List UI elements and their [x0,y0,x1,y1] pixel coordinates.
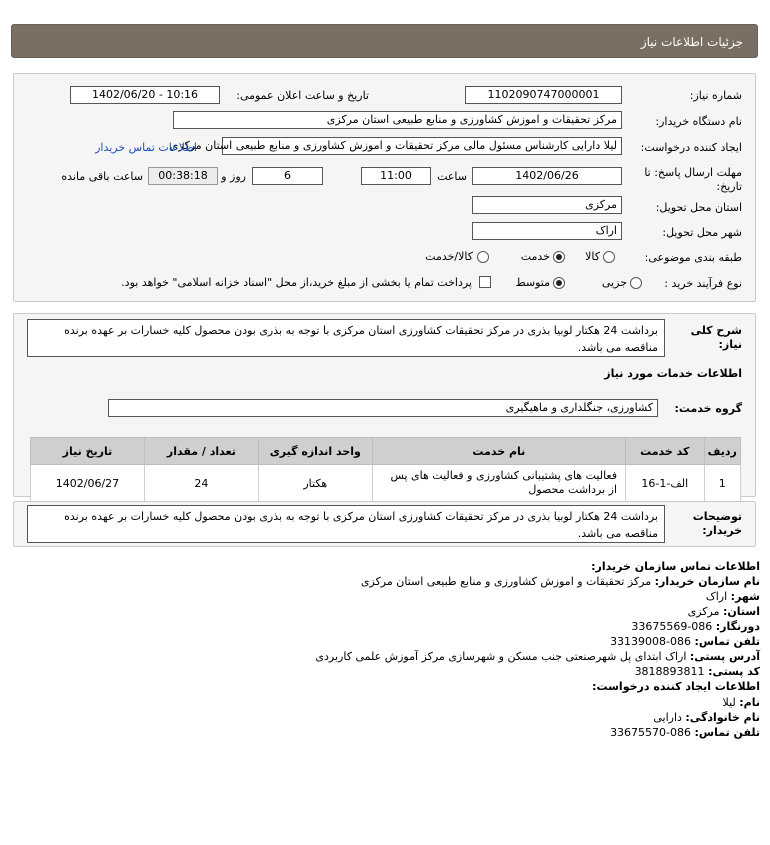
buyer-contact-link[interactable]: اطلاعات تماس خریدار [95,141,197,154]
remaining-time-label: ساعت باقی مانده [61,170,143,183]
cell-code: الف-1-16 [626,465,705,502]
city-label: شهر محل تحویل: [662,226,742,239]
category-label: طبقه بندی موضوعی: [644,251,742,264]
deadline-label-date: تاریخ: [716,180,742,193]
category-option-service: خدمت [520,250,550,263]
creator-title: اطلاعات ایجاد کننده درخواست: [592,680,760,693]
table-row[interactable] [31,465,741,502]
buyer-org-label: نام دستگاه خریدار: [655,115,742,128]
contact-postal: 3818893811 [634,665,705,678]
category-option-goods: کالا [585,250,600,263]
process-label: نوع فرآیند خرید : [664,277,742,290]
category-option-goods-service: کالا/خدمت [425,250,473,263]
remaining-time-field: 00:38:18 [148,167,218,185]
need-number-label: شماره نیاز: [689,89,742,102]
category-radio-service[interactable] [553,251,565,263]
col-date: تاریخ نیاز [31,438,145,465]
days-label: روز و [221,170,246,183]
services-title: اطلاعات خدمات مورد نیاز [604,367,742,380]
creator-phone-label: تلفن تماس: [694,726,760,739]
contact-province-label: استان: [723,605,760,618]
requester-field[interactable]: لیلا دارایی کارشناس مسئول مالی مرکز تحقیقات و اموزش کشاورزی و منابع طبیعی استان مرکزی [222,137,622,155]
service-group-label: گروه خدمت: [674,402,742,415]
col-name: نام خدمت [372,438,625,465]
treasury-note: پرداخت تمام یا بخشی از مبلغ خرید،از محل "اسناد خزانه اسلامی" خواهد بود. [121,276,472,289]
table-header-row [31,438,741,465]
treasury-checkbox[interactable] [479,276,491,288]
cell-qty: 24 [144,465,258,502]
creator-phone: 33675570-086 [610,726,692,739]
deadline-time-field[interactable]: 11:00 [361,167,431,185]
page-title: جزئیات اطلاعات نیاز [640,35,743,49]
deadline-time-label: ساعت [437,170,467,183]
service-group-field[interactable]: کشاورزی، جنگلداری و ماهیگیری [108,399,658,417]
contact-phone-label: تلفن تماس: [694,635,760,648]
process-option-minor: جزیی [601,276,627,289]
creator-first-name-label: نام: [739,696,760,709]
notes-text: برداشت 24 هکتار لوبیا بذری در مرکز تحقیقات کشاورزی استان مرکزی با توجه به بذری بودن محصول کلیه خسارات بر عهده برنده مناقصه می باشد. [27,505,665,543]
notes-label: توضیحات [692,510,742,523]
cell-name: فعالیت های پشتیبانی کشاورزی و فعالیت های پس از برداشت محصول [372,465,625,502]
services-table [30,437,741,502]
contact-address-label: آدرس پستی: [689,650,760,663]
need-number-field[interactable]: 1102090747000001 [465,86,622,104]
contact-fax-label: دورنگار: [715,620,760,633]
process-radio-medium[interactable] [553,277,565,289]
announce-field[interactable]: 1402/06/20 - 10:16 [70,86,220,104]
notes-label-2: خریدار: [702,524,742,537]
process-option-medium: متوسط [515,276,550,289]
creator-last-name: دارایی [653,711,682,724]
page-header [11,24,758,58]
announce-label: تاریخ و ساعت اعلان عمومی: [236,89,369,102]
requester-label: ایجاد کننده درخواست: [640,141,742,154]
summary-text: برداشت 24 هکتار لوبیا بذری در مرکز تحقیقات کشاورزی استان مرکزی با توجه به بذری بودن محصول کلیه خسارات بر عهده برنده مناقصه می باشد. [27,319,665,357]
cell-unit: هکتار [258,465,372,502]
contact-city-label: شهر: [730,590,760,603]
contact-fax: 33675569-086 [631,620,713,633]
creator-first-name: لیلا [722,696,736,709]
category-radio-goods[interactable] [603,251,615,263]
contact-title: اطلاعات تماس سازمان خریدار: [591,560,760,573]
summary-label-2: نیاز: [718,338,742,351]
col-code: کد خدمت [626,438,705,465]
contact-address: اراک ابتدای پل شهرصنعتی جنب مسکن و شهرسازی مرکز آموزش علمی کاربردی [315,650,687,663]
category-radio-goods-service[interactable] [477,251,489,263]
summary-label: شرح کلی [690,324,742,337]
province-field[interactable]: مرکزی [472,196,622,214]
contact-postal-label: کد پستی: [708,665,760,678]
buyer-org-field[interactable]: مرکز تحقیقات و اموزش کشاورزی و منابع طبیعی استان مرکزی [173,111,622,129]
days-field[interactable]: 6 [252,167,323,185]
cell-date: 1402/06/27 [31,465,145,502]
need-info-panel [13,73,756,302]
contact-province: مرکزی [687,605,720,618]
contact-phone: 33139008-086 [610,635,692,648]
province-label: استان محل تحویل: [655,201,742,214]
col-row: ردیف [704,438,740,465]
city-field[interactable]: اراک [472,222,622,240]
creator-last-name-label: نام خانوادگی: [685,711,760,724]
col-unit: واحد اندازه گیری [258,438,372,465]
cell-row: 1 [704,465,740,502]
deadline-date-field[interactable]: 1402/06/26 [472,167,622,185]
contact-city: اراک [705,590,728,603]
contact-org: مرکز تحقیقات و اموزش کشاورزی و منابع طبیعی استان مرکزی [360,575,652,588]
process-radio-minor[interactable] [630,277,642,289]
contact-org-label: نام سازمان خریدار: [654,575,760,588]
deadline-label: مهلت ارسال پاسخ: تا [644,166,742,179]
col-qty: تعداد / مقدار [144,438,258,465]
